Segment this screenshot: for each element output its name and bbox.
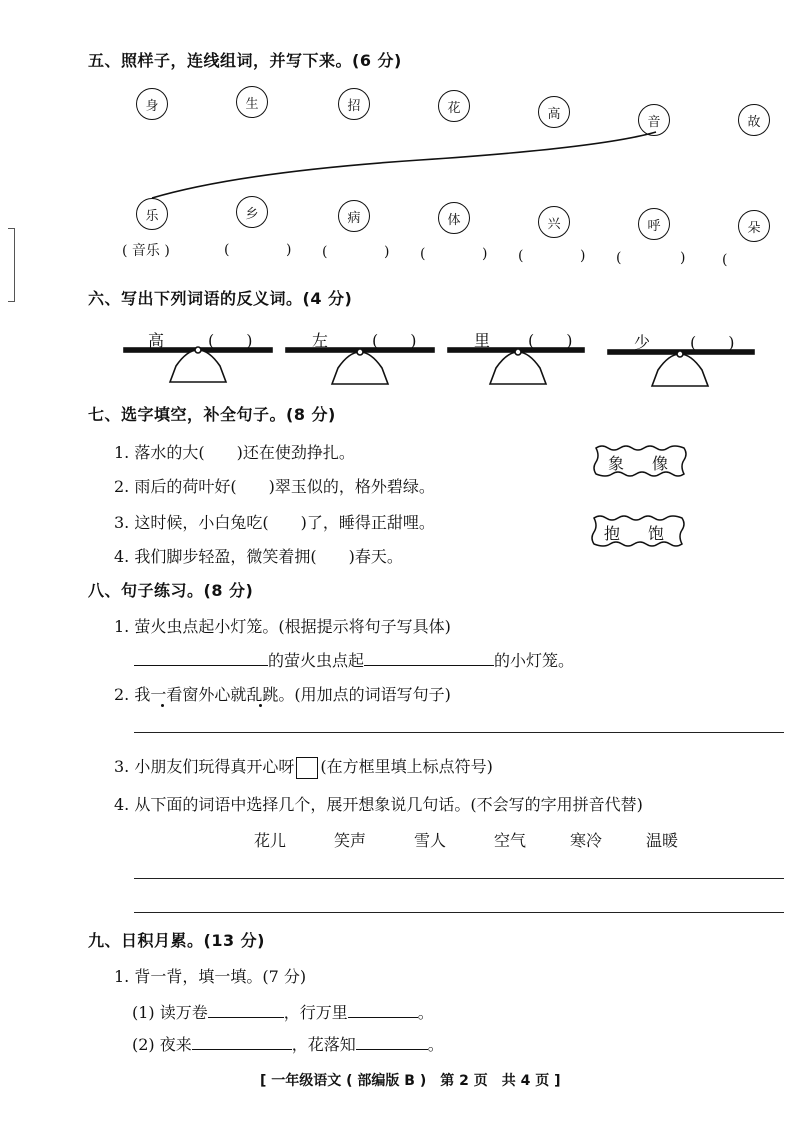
q1-blank-1[interactable] bbox=[134, 665, 268, 666]
q4-answer-line-2[interactable] bbox=[134, 912, 784, 913]
recite-line-1 bbox=[132, 1000, 434, 1023]
answer-example: ( 音乐 ) bbox=[122, 243, 170, 259]
top-char-4[interactable]: 高 bbox=[538, 96, 570, 128]
top-char-5[interactable]: 音 bbox=[638, 104, 670, 136]
emphasis-dot bbox=[259, 704, 262, 707]
q1-blank-2[interactable] bbox=[364, 665, 494, 666]
antonym-answer-3[interactable]: ( ) bbox=[690, 333, 735, 352]
word-option-0: 花儿 bbox=[254, 831, 287, 850]
top-char-6[interactable]: 故 bbox=[738, 104, 770, 136]
antonym-word-2: 里 bbox=[474, 331, 491, 350]
word-option-2: 雪人 bbox=[414, 831, 447, 850]
top-char-1[interactable]: 生 bbox=[236, 86, 268, 118]
answer-paren-open: ( bbox=[722, 252, 728, 268]
fill-item-2: 2. 雨后的荷叶好( )翠玉似的，格外碧绿。 bbox=[114, 477, 435, 496]
section-8-title: 八、句子练习。(8 分) bbox=[88, 581, 254, 600]
answer-paren-open: ( bbox=[420, 246, 426, 262]
q4-answer-line-1[interactable] bbox=[134, 878, 784, 879]
word-option-4: 寒冷 bbox=[570, 831, 603, 850]
top-char-0[interactable]: 身 bbox=[136, 88, 168, 120]
fill-item-4: 4. 我们脚步轻盈，微笑着拥( )春天。 bbox=[114, 547, 403, 566]
top-char-2[interactable]: 招 bbox=[338, 88, 370, 120]
fill-item-1: 1. 落水的大( )还在使劲挣扎。 bbox=[114, 443, 355, 462]
page-footer: [ 一年级语文 ( 部编版 B ) 第 2 页 共 4 页 ] bbox=[260, 1073, 561, 1089]
answer-paren-close: ) bbox=[286, 242, 292, 258]
recite-line-2 bbox=[132, 1032, 444, 1055]
line1-part-a: (1) 读万卷 bbox=[132, 1003, 208, 1022]
answer-paren-open: ( bbox=[616, 250, 622, 266]
emphasis-dot bbox=[161, 704, 164, 707]
fill-item-3: 3. 这时候，小白兔吃( )了，睡得正甜哩。 bbox=[114, 513, 435, 532]
answer-paren-open: ( bbox=[518, 248, 524, 264]
antonym-answer-1[interactable]: ( ) bbox=[372, 331, 417, 350]
antonym-answer-2[interactable]: ( ) bbox=[528, 331, 573, 350]
line1-blank-1[interactable] bbox=[208, 1017, 284, 1018]
answer-paren-open: ( bbox=[224, 242, 230, 258]
antonym-word-3: 少 bbox=[634, 333, 651, 352]
line2-blank-1[interactable] bbox=[192, 1049, 292, 1050]
section-9-title: 九、日积月累。(13 分) bbox=[88, 931, 265, 950]
section-5-title: 五、照样子，连线组词，并写下来。(6 分) bbox=[88, 51, 402, 70]
section-6-title: 六、写出下列词语的反义词。(4 分) bbox=[88, 289, 353, 308]
sentence-q3 bbox=[114, 754, 493, 779]
answer-paren-close: ) bbox=[580, 248, 586, 264]
word-option-1: 笑声 bbox=[334, 831, 367, 850]
word-option-3: 空气 bbox=[494, 831, 527, 850]
bottom-char-2[interactable]: 病 bbox=[338, 200, 370, 232]
top-char-3[interactable]: 花 bbox=[438, 90, 470, 122]
bottom-char-4[interactable]: 兴 bbox=[538, 206, 570, 238]
bottom-char-1[interactable]: 乡 bbox=[236, 196, 268, 228]
answer-paren-close: ) bbox=[680, 250, 686, 266]
q3-text: 3. 小朋友们玩得真开心呀 bbox=[114, 757, 295, 776]
punctuation-box[interactable] bbox=[296, 757, 318, 779]
sentence-q2: 2. 我一看窗外心就乱跳。(用加点的词语写句子) bbox=[114, 685, 451, 704]
answer-paren-close: ) bbox=[482, 246, 488, 262]
bottom-char-0[interactable]: 乐 bbox=[136, 198, 168, 230]
sentence-q1: 1. 萤火虫点起小灯笼。(根据提示将句子写具体) bbox=[114, 617, 451, 636]
answer-paren-close: ) bbox=[384, 244, 390, 260]
line2-part-a: (2) 夜来 bbox=[132, 1035, 192, 1054]
q1-mid-text: 的萤火虫点起 bbox=[268, 651, 365, 670]
word-choice-box-1 bbox=[592, 444, 688, 478]
line1-part-c: 。 bbox=[417, 1003, 434, 1022]
line2-part-b: ，花落知 bbox=[291, 1035, 356, 1054]
sentence-q4: 4. 从下面的词语中选择几个，展开想象说几句话。(不会写的字用拼音代替) bbox=[114, 795, 643, 814]
choice-char: 抱 bbox=[604, 524, 621, 543]
antonym-word-0: 高 bbox=[148, 331, 165, 350]
antonym-answer-0[interactable]: ( ) bbox=[208, 331, 253, 350]
bottom-char-6[interactable]: 朵 bbox=[738, 210, 770, 242]
connect-line bbox=[0, 0, 794, 300]
section-7-title: 七、选字填空，补全句子。(8 分) bbox=[88, 405, 336, 424]
recite-q1: 1. 背一背，填一填。(7 分) bbox=[114, 967, 307, 986]
bottom-char-5[interactable]: 呼 bbox=[638, 208, 670, 240]
line2-blank-2[interactable] bbox=[356, 1049, 428, 1050]
choice-char: 象 bbox=[608, 454, 625, 473]
word-option-5: 温暖 bbox=[646, 831, 679, 850]
choice-char: 像 bbox=[652, 454, 669, 473]
line1-part-b: ，行万里 bbox=[283, 1003, 348, 1022]
line1-blank-2[interactable] bbox=[348, 1017, 418, 1018]
word-choice-box-2 bbox=[590, 514, 686, 548]
answer-paren-open: ( bbox=[322, 244, 328, 260]
line2-part-c: 。 bbox=[427, 1035, 444, 1054]
sentence-q1-fill bbox=[134, 648, 574, 671]
scroll-frame-icon bbox=[592, 444, 688, 478]
q2-answer-line[interactable] bbox=[134, 732, 784, 733]
bottom-char-3[interactable]: 体 bbox=[438, 202, 470, 234]
q1-end-text: 的小灯笼。 bbox=[494, 651, 575, 670]
choice-char: 饱 bbox=[648, 524, 665, 543]
antonym-word-1: 左 bbox=[312, 331, 329, 350]
q3-hint: (在方框里填上标点符号) bbox=[320, 757, 493, 776]
